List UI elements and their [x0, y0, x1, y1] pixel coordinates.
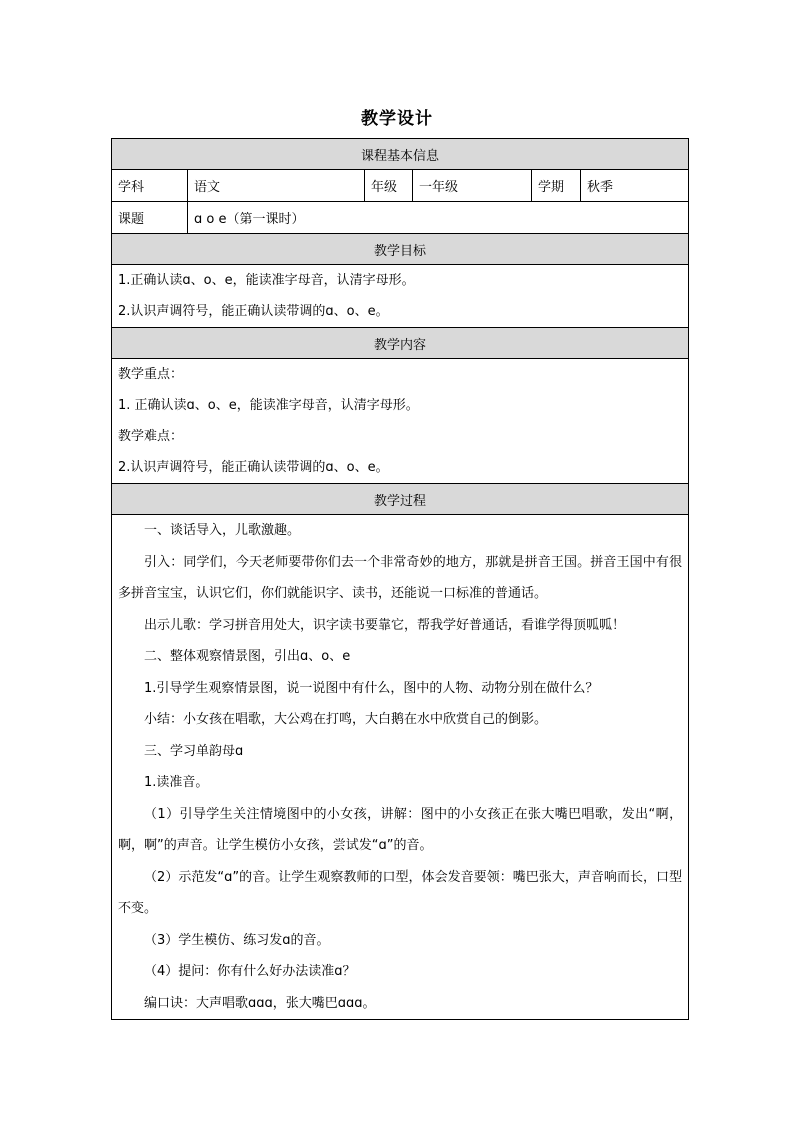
- content-row: [112, 359, 689, 484]
- process-paragraph: 小结：小女孩在唱歌，大公鸡在打鸣，大白鹅在水中欣赏自己的倒影。: [144, 712, 548, 727]
- process-paragraph: 1.引导学生观察情景图，说一说图中有什么，图中的人物、动物分别在做什么？: [144, 680, 599, 696]
- key-point-text: 1. 正确认读ɑ、o、e，能读准字母音，认清字母形。: [118, 398, 419, 413]
- subject-value: 语文: [188, 170, 365, 202]
- process-paragraph: 引入：同学们，今天老师要带你们去一个非常奇妙的地方，那就是拼音王国。拼音王国中有很多拼音宝宝，认识它们，你们就能识字、读书，还能说一口标准的普通话。: [118, 554, 683, 601]
- process-paragraph: （2）示范发“ɑ”的音。让学生观察教师的口型，体会发音要领：嘴巴张大，声音响而长，口型不变。: [118, 869, 683, 916]
- section-header-process: [112, 484, 689, 515]
- process-paragraph: 一、谈话导入，儿歌激趣。: [144, 523, 301, 538]
- section-title: 教学过程: [112, 484, 689, 515]
- process-paragraph: （1）引导学生关注情境图中的小女孩，讲解：图中的小女孩正在张大嘴巴唱歌，发出“啊，啊，啊”的声音。让学生模仿小女孩，尝试发“ɑ”的音。: [118, 806, 683, 853]
- document-title: 教学设计: [361, 109, 433, 129]
- info-row-subject: [112, 170, 689, 202]
- term-value: 秋季: [581, 170, 689, 202]
- section-header-content: [112, 328, 689, 359]
- section-header-basic-info: [112, 139, 689, 170]
- goal-item: 2.认识声调符号，能正确认读带调的ɑ、o、e。: [118, 304, 389, 319]
- section-title: 教学目标: [112, 234, 689, 265]
- process-paragraph: 编口诀：大声唱歌ɑɑɑ，张大嘴巴ɑɑɑ。: [144, 995, 376, 1011]
- section-header-goals: [112, 234, 689, 265]
- section-title: 教学内容: [112, 328, 689, 359]
- process-paragraph: （4）提问：你有什么好办法读准ɑ？: [144, 964, 356, 979]
- content-cell: [112, 359, 689, 484]
- process-cell: [112, 515, 689, 1020]
- topic-label: 课题: [112, 202, 188, 234]
- goal-item: 1.正确认读ɑ、o、e，能读准字母音，认清字母形。: [118, 273, 415, 288]
- goals-cell: [112, 265, 689, 328]
- grade-label: 年级: [365, 170, 413, 202]
- info-row-topic: [112, 202, 689, 234]
- process-paragraph: 二、整体观察情景图，引出ɑ、o、e: [144, 649, 351, 664]
- process-row: [112, 515, 689, 1020]
- grade-value: 一年级: [413, 170, 532, 202]
- process-paragraph: （3）学生模仿、练习发ɑ的音。: [144, 932, 330, 948]
- topic-value: ɑ o e（第一课时）: [188, 202, 689, 234]
- process-paragraph: 1.读准音。: [144, 775, 209, 790]
- section-title: 课程基本信息: [112, 139, 689, 170]
- process-paragraph: 三、学习单韵母ɑ: [144, 743, 244, 759]
- difficulty-label: 教学难点：: [118, 429, 184, 444]
- term-label: 学期: [532, 170, 581, 202]
- subject-label: 学科: [112, 170, 188, 202]
- lesson-plan-table: [111, 138, 689, 1020]
- goals-row: [112, 265, 689, 328]
- process-paragraph: 出示儿歌：学习拼音用处大，识字读书要靠它，帮我学好普通话，看谁学得顶呱呱！: [144, 617, 626, 633]
- key-point-label: 教学重点：: [118, 367, 184, 382]
- difficulty-text: 2.认识声调符号，能正确认读带调的ɑ、o、e。: [118, 460, 389, 475]
